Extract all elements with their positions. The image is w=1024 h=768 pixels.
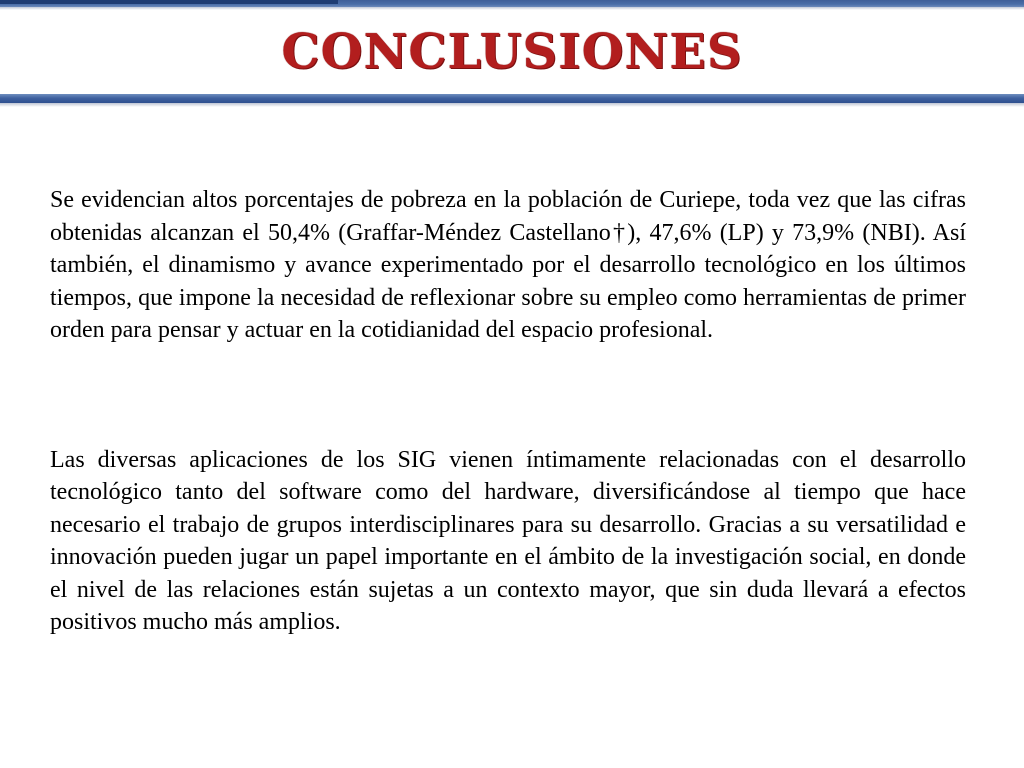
paragraph-poverty: Se evidencian altos porcentajes de pobreza en la población de Curiepe, toda vez que las cifras obtenidas alcanzan el 50,4% (Graffar-Méndez Castellano†), 47,6% (LP) y 73,9% (NBI). Así también, el dinamismo y avance experimentado por el desarrollo tecnológico en los últimos tiempos, que impone la necesidad de reflexionar sobre su empleo como herramientas de primer orden para pensar y actuar en la cotidianidad del espacio profesional. <box>50 187 966 343</box>
title-underline-shadow <box>0 103 1024 107</box>
slide-body <box>50 184 966 639</box>
top-bar-accent <box>0 0 338 4</box>
slide-title: CONCLUSIONES <box>281 24 743 80</box>
paragraph-sig: Las diversas aplicaciones de los SIG vienen íntimamente relacionadas con el desarrollo tecnológico tanto del software como del hardware, diversificándose al tiempo que hace necesario el trabajo de grupos interdisciplinares para su desarrollo. Gracias a su versatilidad e innovación pueden jugar un papel importante en el ámbito de la investigación social, en donde el nivel de las relaciones están sujetas a un contexto mayor, que sin duda llevará a efectos positivos mucho más amplios. <box>50 446 966 635</box>
top-bar-shadow <box>0 7 1024 10</box>
title-underline-bar <box>0 94 1024 103</box>
